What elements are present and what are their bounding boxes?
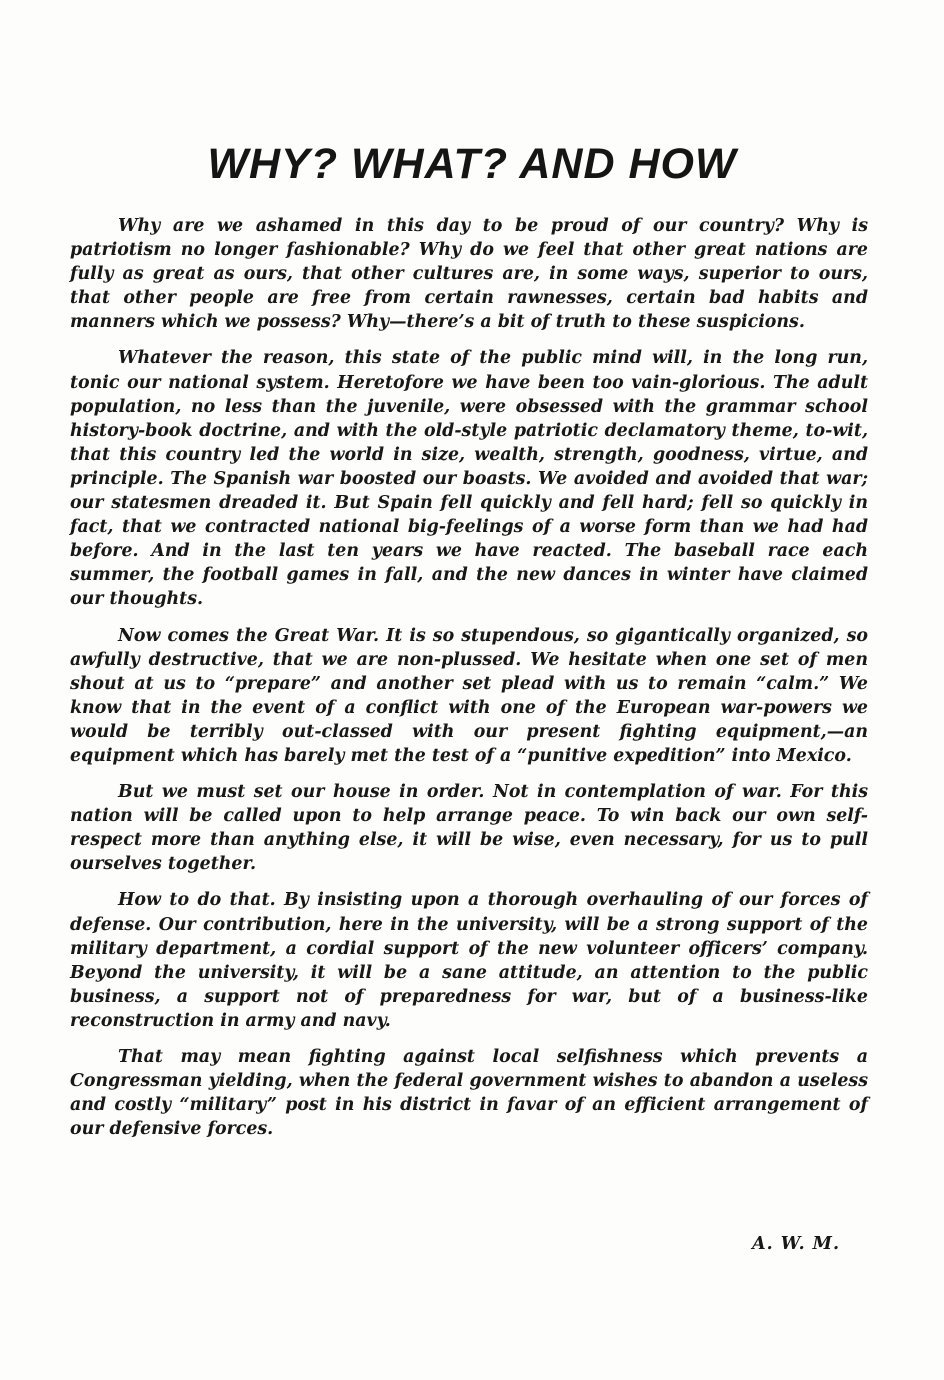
- paragraph-how-to: How to do that. By insisting upon a thorough overhauling of our forces of defense. Our contribution, here in the university, will be a strong support of the military department, a cordial support of the new volunteer officers’ company. Beyond the university, it will be a sane attitude, an attention to the public business, a support not of preparedness for war, but of a business-like reconstruction in army and navy.: [70, 890, 868, 1031]
- article-body: [70, 214, 868, 1141]
- paragraph-house-in-order: But we must set our house in order. Not in contemplation of war. For this nation will be called upon to help arrange peace. To win back our own self-respect more than anything else, it will be wise, even necessary, for us to pull ourselves together.: [70, 782, 868, 875]
- article-title: WHY? WHAT? AND HOW: [207, 140, 737, 188]
- paragraph-local-selfishness: That may mean fighting against local selfishness which prevents a Congressman yielding, when the federal government wishes to abandon a useless and costly “military” post in his district in favar of an efficient arrangement of our defensive forces.: [70, 1047, 868, 1140]
- paragraph-great-war: Now comes the Great War. It is so stupendous, so gigantically organized, so awfully destructive, that we are non-plussed. We hesitate when one set of men shout at us to “prepare” and another set plead with us to remain “calm.” We know that in the event of a conflict with one of the European war-powers we would be terribly out-classed with our present fighting equipment,—an equipment which has barely met the test of a “punitive expedition” into Mexico.: [70, 625, 868, 766]
- paragraph-why: Why are we ashamed in this day to be proud of our country? Why is patriotism no longer fashionable? Why do we feel that other great nations are fully as great as ours, that other cultures are, in some ways, superior to ours, that other people are free from certain rawnesses, certain bad habits and manners which we possess? Why—there’s a bit of truth to these suspicions.: [70, 216, 868, 333]
- paragraph-whatever: Whatever the reason, this state of the public mind will, in the long run, tonic our national system. Heretofore we have been too vain-glorious. The adult population, no less than the juvenile, were obsessed with the grammar school history-book doctrine, and with the old-style patriotic declamatory theme, to-wit, that this country led the world in size, wealth, strength, goodness, virtue, and principle. The Spanish war boosted our boasts. We avoided and avoided that war; our statesmen dreaded it. But Spain fell quickly and fell hard; fell so quickly in fact, that we contracted national big-feelings of a worse form than we had had before. And in the last ten years we have reacted. The baseball race each summer, the football games in fall, and the new dances in winter have claimed our thoughts.: [70, 348, 868, 610]
- author-initials: A. W. M.: [752, 1234, 840, 1254]
